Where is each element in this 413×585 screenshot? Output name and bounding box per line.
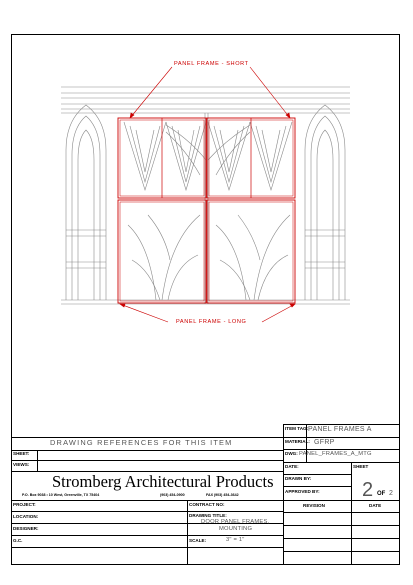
callout-panel-frame-short: PANEL FRAME - SHORT — [174, 61, 249, 67]
dwg-value: PANEL_FRAMES_A_MTG — [299, 451, 372, 457]
item-tag-label: ITEM TAG: — [285, 426, 309, 431]
designer-label: DESIGNER: — [13, 526, 39, 531]
tb-line — [11, 460, 283, 461]
drawing-title-line2: MOUNTING — [219, 526, 253, 532]
company-fax: FAX (903) 454-3642 — [206, 493, 239, 497]
project-label: PROJECT: — [13, 502, 36, 507]
tb-line — [11, 511, 283, 512]
tb-line — [283, 551, 400, 552]
tb-line — [283, 424, 284, 565]
sheet-col-label: SHEET — [353, 464, 369, 469]
views-label: VIEWS: — [13, 462, 30, 467]
sheet-number: 2 — [362, 479, 374, 501]
tb-line — [283, 538, 400, 539]
drawing-title-line1: DOOR PANEL FRAMES, — [201, 519, 270, 525]
tb-line — [283, 474, 351, 475]
sheet-total: 2 — [389, 490, 393, 497]
company-name: Stromberg Architectural Products — [52, 472, 274, 491]
dwg-label: DWG: — [285, 451, 298, 456]
scale-value: 3" = 1" — [226, 537, 245, 543]
panel-frame-long-left — [118, 200, 206, 303]
callout-leaders — [120, 67, 295, 322]
revision-label: REVISION — [303, 503, 325, 508]
drawing-references-heading: DRAWING REFERENCES FOR THIS ITEM — [50, 438, 233, 447]
tb-line — [283, 462, 400, 463]
tb-line — [11, 535, 283, 536]
tb-line — [37, 450, 38, 471]
tb-line — [283, 437, 400, 438]
tb-line — [11, 547, 283, 548]
tb-line — [283, 486, 351, 487]
location-label: LOCATION: — [13, 514, 39, 519]
panel-frames — [118, 118, 295, 303]
panel-frame-long-right — [207, 200, 295, 303]
tb-line — [351, 462, 352, 565]
drawn-by-label: DRAWN BY: — [285, 476, 312, 481]
date-col-label: DATE — [369, 503, 382, 508]
gc-label: G.C. — [13, 538, 23, 543]
door-elevation-linework — [61, 87, 350, 304]
material-label: MATERIAL: — [285, 439, 310, 444]
date-label: DATE: — [285, 464, 299, 469]
material-value: GFRP — [314, 439, 335, 446]
tb-line — [11, 500, 400, 501]
callout-panel-frame-long: PANEL FRAME - LONG — [176, 319, 247, 325]
company-address: P.O. Box 9038 • 10 West, Greenville, TX 75404 — [22, 493, 100, 497]
tb-line — [283, 512, 400, 513]
of-label: OF — [377, 491, 386, 497]
tb-line — [11, 450, 283, 451]
approved-by-label: APPROVED BY: — [285, 489, 320, 494]
company-phone: (903) 454-0900 — [160, 493, 185, 497]
drawing-title-label: DRAWING TITLE: — [189, 513, 227, 518]
tb-line — [187, 500, 188, 565]
tb-line — [283, 449, 400, 450]
contract-no-label: CONTRACT NO: — [189, 502, 225, 507]
tb-line — [283, 424, 400, 425]
tb-line — [283, 525, 400, 526]
item-tag-value: PANEL FRAMES A — [308, 426, 372, 433]
sheet-label: SHEET: — [13, 451, 30, 456]
scale-label: SCALE: — [189, 538, 207, 543]
